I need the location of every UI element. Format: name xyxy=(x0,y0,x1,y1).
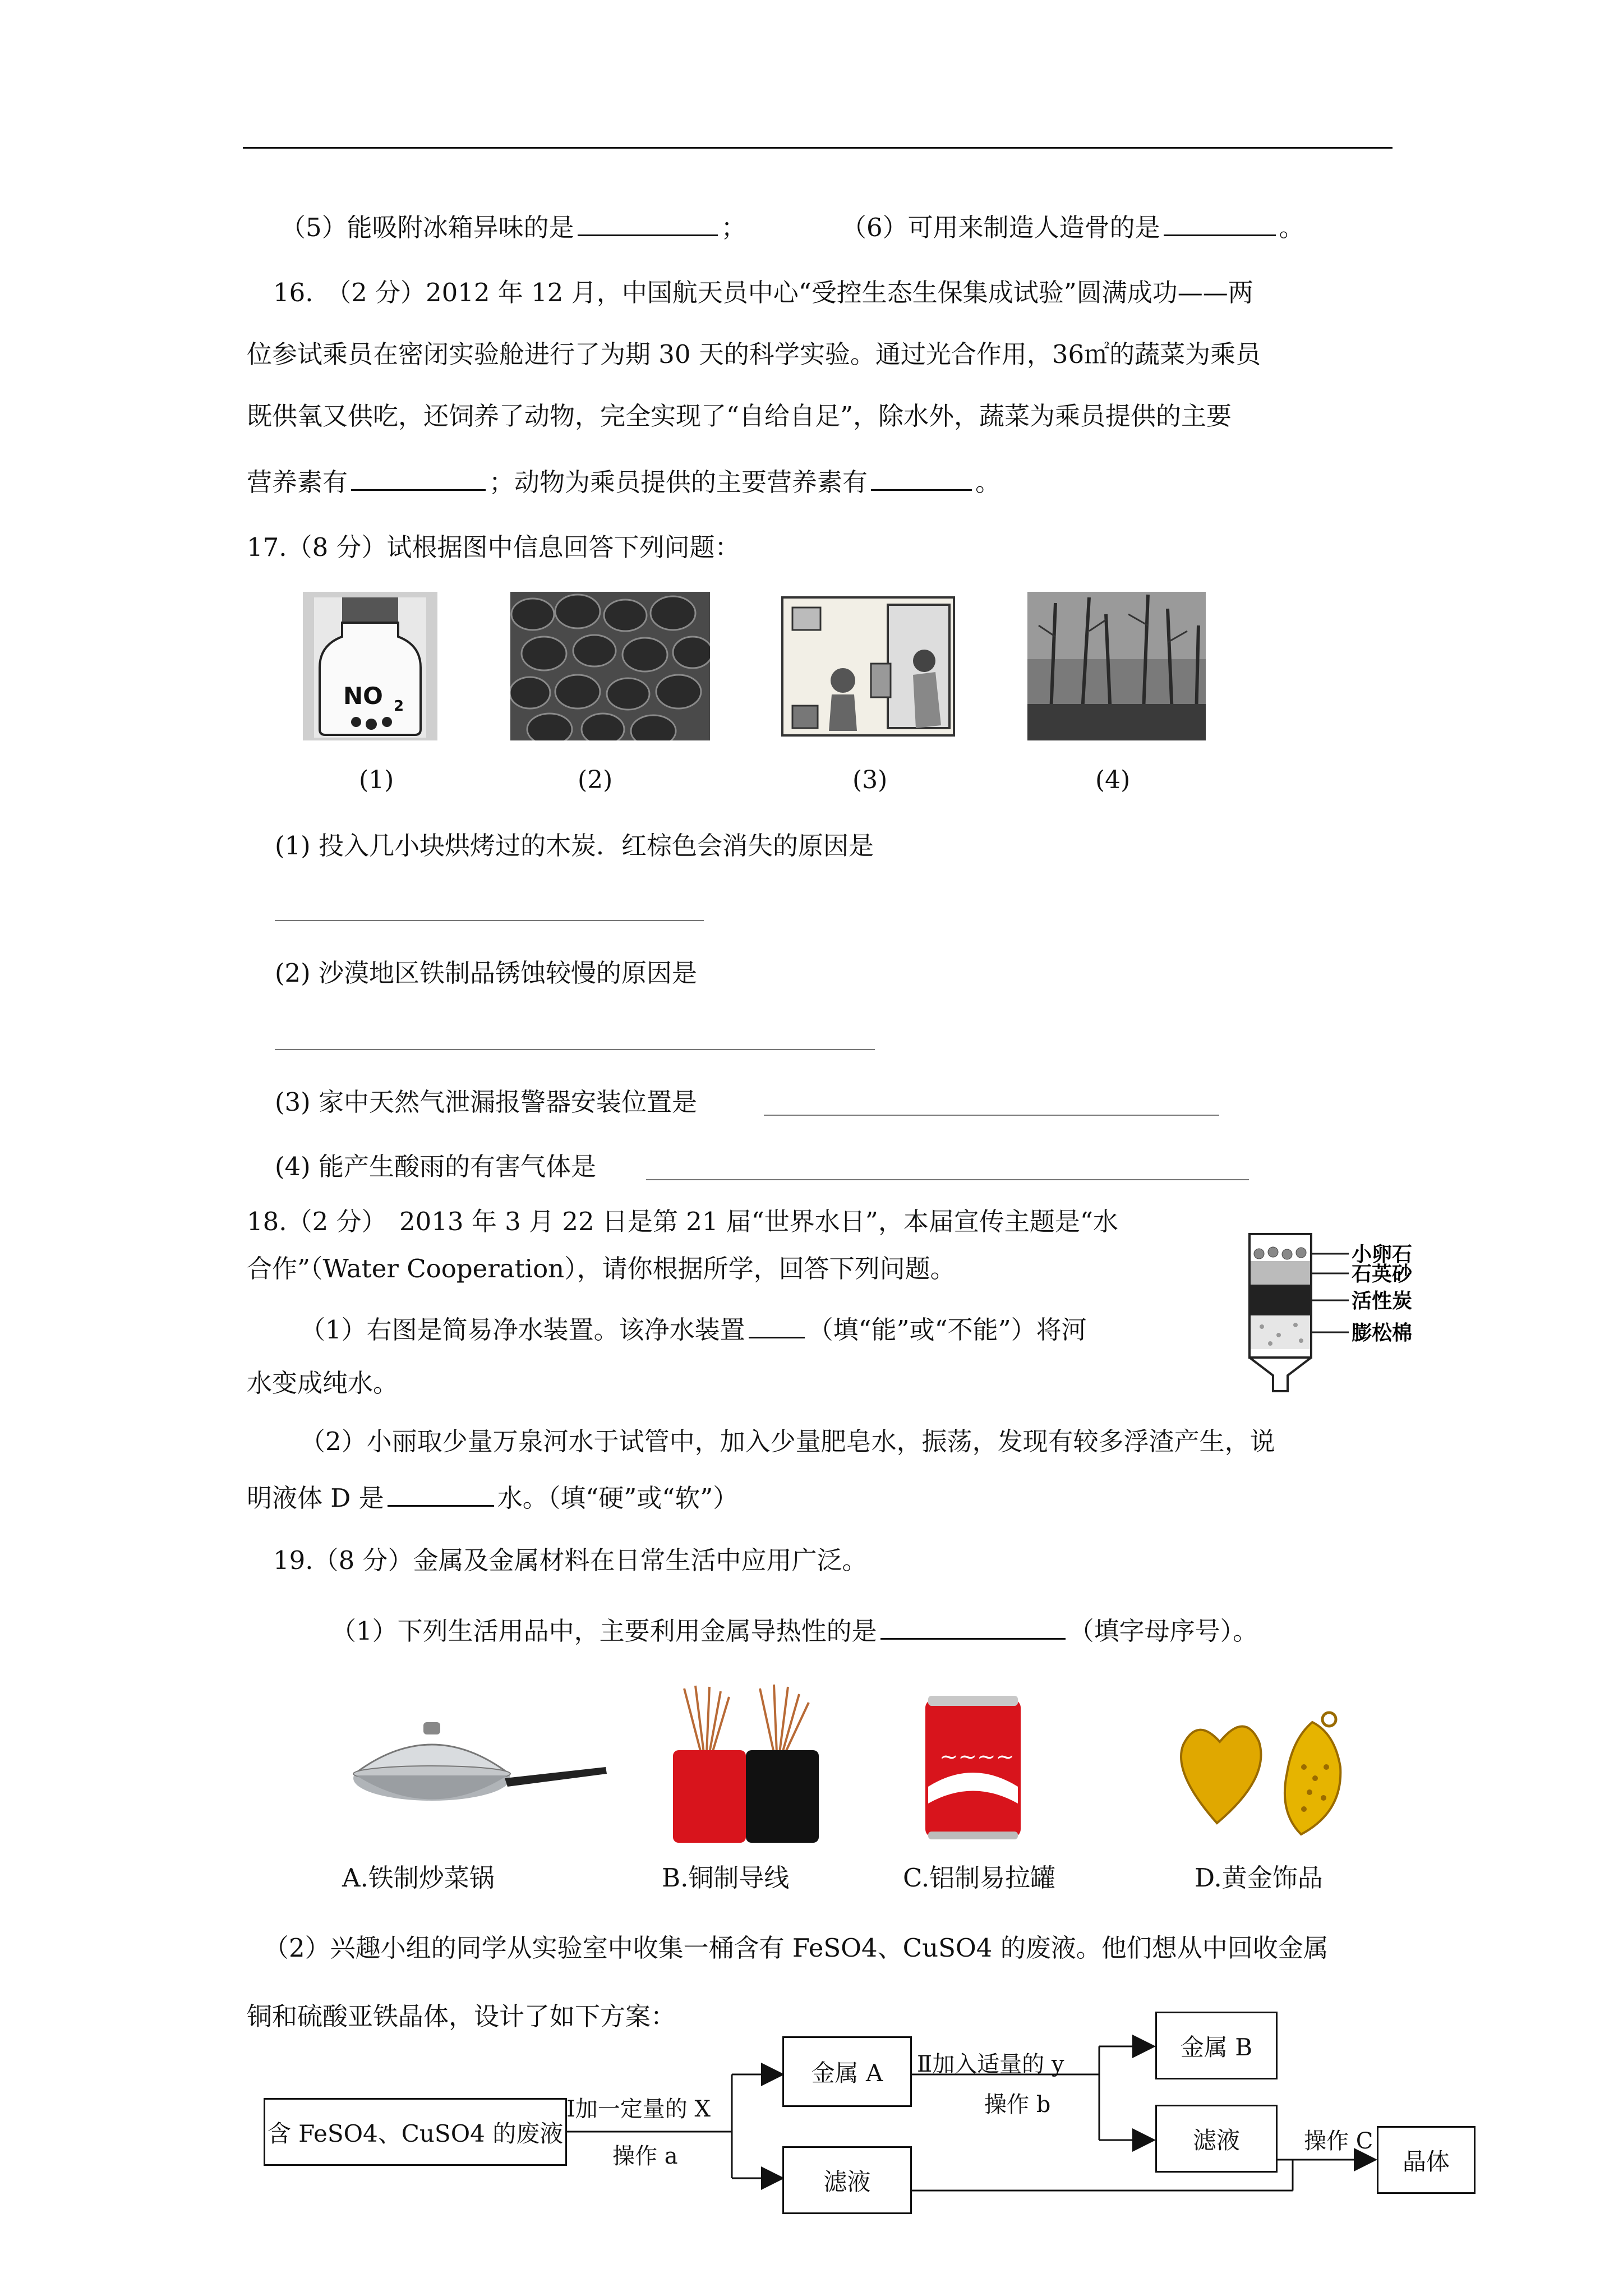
q17-title: 17.（8 分）试根据图中信息回答下列问题： xyxy=(247,532,740,562)
q17-sub4: (4) 能产生酸雨的有害气体是 xyxy=(275,1152,597,1181)
product-label-a: A.铁制炒菜锅 xyxy=(342,1863,495,1893)
q16-line1: 16. （2 分）2012 年 12 月，中国航天员中心“受控生态生保集成试验”圆满成功——两 xyxy=(273,278,1253,307)
flow-crystal-box: 晶体 xyxy=(1377,2126,1476,2194)
filter-label-quartz: 石英砂 xyxy=(1352,1262,1413,1286)
product-label-c: C.铝制易拉罐 xyxy=(903,1863,1056,1893)
q19-line1: 19.（8 分）金属及金属材料在日常生活中应用广泛。 xyxy=(273,1545,868,1575)
filter-label-pebble: 小卵石 xyxy=(1352,1243,1413,1266)
caption-3: (3) xyxy=(852,766,888,794)
caption-1: (1) xyxy=(359,766,394,794)
q18-line2: 合作”（Water Cooperation），请你根据所学，回答下列问题。 xyxy=(247,1254,956,1283)
flow-step2-label: Ⅱ加入适量的 y xyxy=(917,2051,1064,2077)
q17-sub2: (2) 沙漠地区铁制品锈蚀较慢的原因是 xyxy=(275,958,698,988)
flow-waste-box: 含 FeSO4、CuSO4 的废液 xyxy=(264,2098,567,2166)
q18-line3: （1）右图是简易净水装置。该净水装置 （填“能”或“不能”）将河 xyxy=(300,1311,1087,1347)
q18-line4: 水变成纯水。 xyxy=(247,1368,399,1398)
q15-item5: （5）能吸附冰箱异味的是 ； xyxy=(280,209,746,245)
flow-step1-label: Ⅰ加一定量的 X xyxy=(566,2096,711,2122)
flow-filtrate1-box: 滤液 xyxy=(782,2146,912,2214)
q17-sub3: (3) 家中天然气泄漏报警器安装位置是 xyxy=(275,1087,698,1117)
q19-line2: （1）下列生活用品中，主要利用金属导热性的是 （填字母序号）。 xyxy=(331,1612,1258,1648)
caption-4: (4) xyxy=(1095,766,1131,794)
q19-line3: （2）兴趣小组的同学从实验室中收集一桶含有 FeSO4、CuSO4 的废液。他们想从中回收金属 xyxy=(264,1933,1329,1963)
filter-label-cotton: 膨松棉 xyxy=(1352,1321,1413,1345)
flow-metal-a-box: 金属 A xyxy=(782,2036,912,2107)
q18-line6: 明液体 D 是 水。（填“硬”或“软”） xyxy=(247,1479,738,1515)
flow-op-a-label: 操作 a xyxy=(612,2143,678,2169)
filter-label-carbon: 活性炭 xyxy=(1352,1289,1413,1313)
q17-sub1: (1) 投入几小块烘烤过的木炭．红棕色会消失的原因是 xyxy=(275,831,874,861)
flow-filtrate2-box: 滤液 xyxy=(1155,2105,1278,2173)
q16-line4: 营养素有 ；动物为乘员提供的主要营养素有 。 xyxy=(247,463,1000,499)
flow-op-b-label: 操作 b xyxy=(984,2092,1051,2118)
no2-label: NO xyxy=(343,682,383,710)
no2-subscript: 2 xyxy=(394,698,404,715)
flow-metal-b-box: 金属 B xyxy=(1155,2012,1278,2079)
q16-line3: 既供氧又供吃，还饲养了动物，完全实现了“自给自足”，除水外，蔬菜为乘员提供的主要 xyxy=(247,401,1232,431)
caption-2: (2) xyxy=(578,766,613,794)
flow-op-c-label: 操作 C xyxy=(1304,2128,1373,2154)
q18-line1: 18.（2 分） 2013 年 3 月 22 日是第 21 届“世界水日”，本届宣传主题是“水 xyxy=(247,1207,1118,1236)
product-label-d: D.黄金饰品 xyxy=(1195,1863,1323,1893)
svg-text:~~~~: ~~~~ xyxy=(939,1744,1015,1770)
q15-item6: （6）可用来制造人造骨的是 。 xyxy=(841,209,1304,245)
q16-line2: 位参试乘员在密闭实验舱进行了为期 30 天的科学实验。通过光合作用，36㎡的蔬菜为乘员 xyxy=(247,339,1261,369)
q18-line5: （2）小丽取少量万泉河水于试管中，加入少量肥皂水，振荡，发现有较多浮渣产生，说 xyxy=(300,1427,1275,1456)
product-label-b: B.铜制导线 xyxy=(662,1863,790,1893)
q19-line4: 铜和硫酸亚铁晶体，设计了如下方案： xyxy=(247,2001,676,2031)
